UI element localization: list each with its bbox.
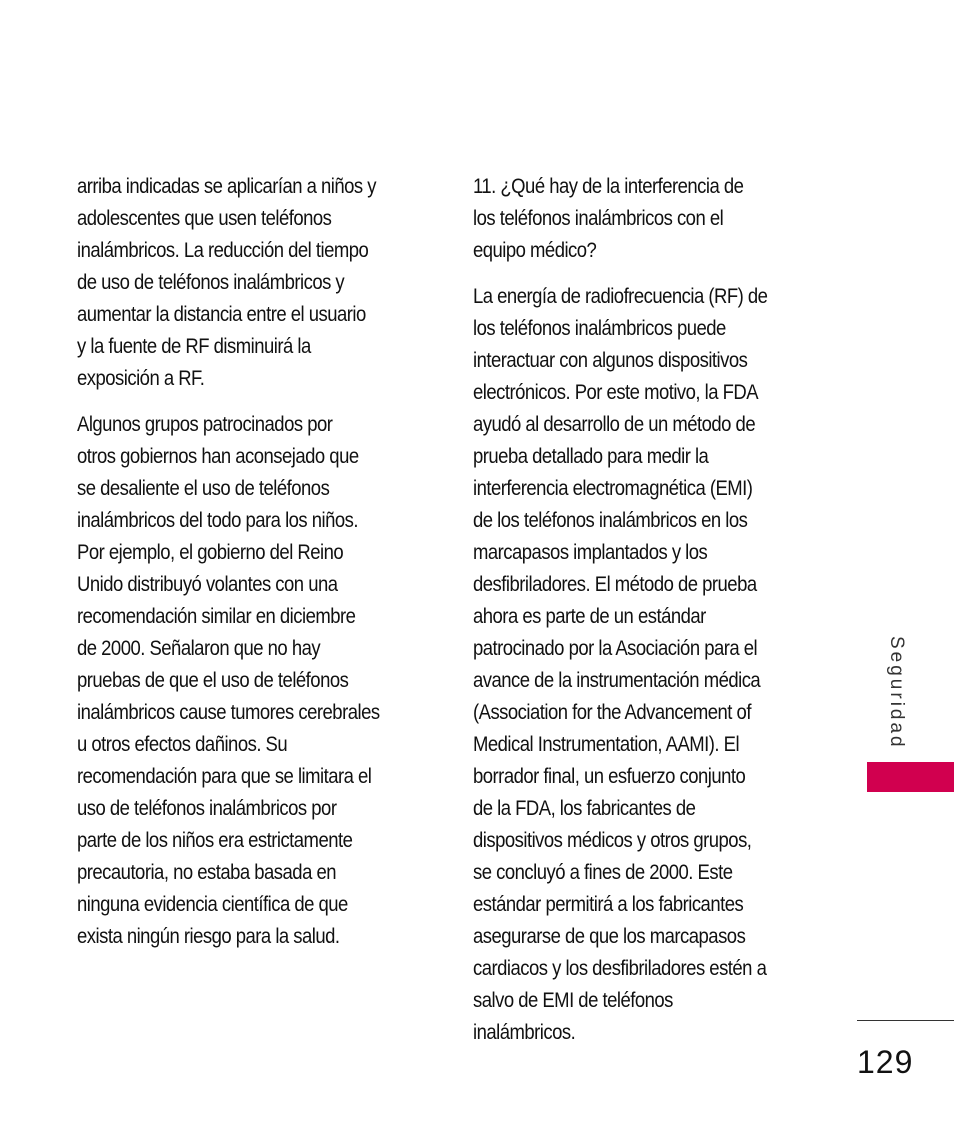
text-line: patrocinado por la Asociación para el xyxy=(473,636,758,660)
text-line: u otros efectos dañinos. Su xyxy=(77,732,288,756)
text-line: recomendación para que se limitara el xyxy=(77,764,372,788)
text-line: inalámbricos. La reducción del tiempo xyxy=(77,238,369,262)
text-line: ahora es parte de un estándar xyxy=(473,604,706,628)
section-heading xyxy=(473,170,817,266)
text-line: inalámbricos cause tumores cerebrales xyxy=(77,700,380,724)
text-line: de 2000. Señalaron que no hay xyxy=(77,636,321,660)
paragraph-gap xyxy=(77,394,430,408)
text-line: adolescentes que usen teléfonos xyxy=(77,206,332,230)
text-line: uso de teléfonos inalámbricos por xyxy=(77,796,337,820)
text-line: prueba detallado para medir la xyxy=(473,444,709,468)
text-line: recomendación similar en diciembre xyxy=(77,604,356,628)
text-line: interferencia electromagnética (EMI) xyxy=(473,476,753,500)
left-paragraph-2 xyxy=(77,408,430,952)
text-line: exposición a RF. xyxy=(77,366,205,390)
text-line: aumentar la distancia entre el usuario xyxy=(77,302,366,326)
text-line: pruebas de que el uso de teléfonos xyxy=(77,668,349,692)
text-line: La energía de radiofrecuencia (RF) de xyxy=(473,284,768,308)
text-line: de uso de teléfonos inalámbricos y xyxy=(77,270,345,294)
text-line: se desaliente el uso de teléfonos xyxy=(77,476,330,500)
page-number-divider xyxy=(857,1020,954,1021)
text-line: cardiacos y los desfibriladores estén a xyxy=(473,956,767,980)
text-line: ninguna evidencia científica de que xyxy=(77,892,348,916)
paragraph-gap xyxy=(473,266,817,280)
text-line: otros gobiernos han aconsejado que xyxy=(77,444,359,468)
page-number: 129 xyxy=(857,1044,914,1080)
text-line: Por ejemplo, el gobierno del Reino xyxy=(77,540,344,564)
heading-line: los teléfonos inalámbricos con el xyxy=(473,206,724,230)
text-line: dispositivos médicos y otros grupos, xyxy=(473,828,752,852)
text-line: avance de la instrumentación médica xyxy=(473,668,761,692)
text-line: parte de los niños era estrictamente xyxy=(77,828,353,852)
text-line: Medical Instrumentation, AAMI). El xyxy=(473,732,740,756)
text-line: salvo de EMI de teléfonos xyxy=(473,988,673,1012)
text-line: asegurarse de que los marcapasos xyxy=(473,924,746,948)
section-tab-marker xyxy=(867,762,954,792)
heading-line: equipo médico? xyxy=(473,238,597,262)
text-line: arriba indicadas se aplicarían a niños y xyxy=(77,174,377,198)
text-line: borrador final, un esfuerzo conjunto xyxy=(473,764,746,788)
text-line: inalámbricos. xyxy=(473,1020,576,1044)
text-line: marcapasos implantados y los xyxy=(473,540,708,564)
text-line: se concluyó a fines de 2000. Este xyxy=(473,860,733,884)
text-line: estándar permitirá a los fabricantes xyxy=(473,892,744,916)
text-line: electrónicos. Por este motivo, la FDA xyxy=(473,380,759,404)
heading-line: 11. ¿Qué hay de la interferencia de xyxy=(473,174,744,198)
text-line: de los teléfonos inalámbricos en los xyxy=(473,508,748,532)
text-line: los teléfonos inalámbricos puede xyxy=(473,316,726,340)
text-line: precautoria, no estaba basada en xyxy=(77,860,336,884)
text-line: inalámbricos del todo para los niños. xyxy=(77,508,359,532)
text-line: desfibriladores. El método de prueba xyxy=(473,572,757,596)
section-tab-label: Seguridad xyxy=(886,636,907,750)
text-line: (Association for the Advancement of xyxy=(473,700,751,724)
text-line: de la FDA, los fabricantes de xyxy=(473,796,696,820)
text-line: exista ningún riesgo para la salud. xyxy=(77,924,340,948)
text-line: Algunos grupos patrocinados por xyxy=(77,412,333,436)
text-line: ayudó al desarrollo de un método de xyxy=(473,412,756,436)
text-line: interactuar con algunos dispositivos xyxy=(473,348,748,372)
right-column xyxy=(473,170,817,1048)
left-column xyxy=(77,170,430,952)
left-paragraph-1 xyxy=(77,170,430,394)
text-line: y la fuente de RF disminuirá la xyxy=(77,334,311,358)
right-paragraph-1 xyxy=(473,280,817,1048)
text-line: Unido distribuyó volantes con una xyxy=(77,572,338,596)
